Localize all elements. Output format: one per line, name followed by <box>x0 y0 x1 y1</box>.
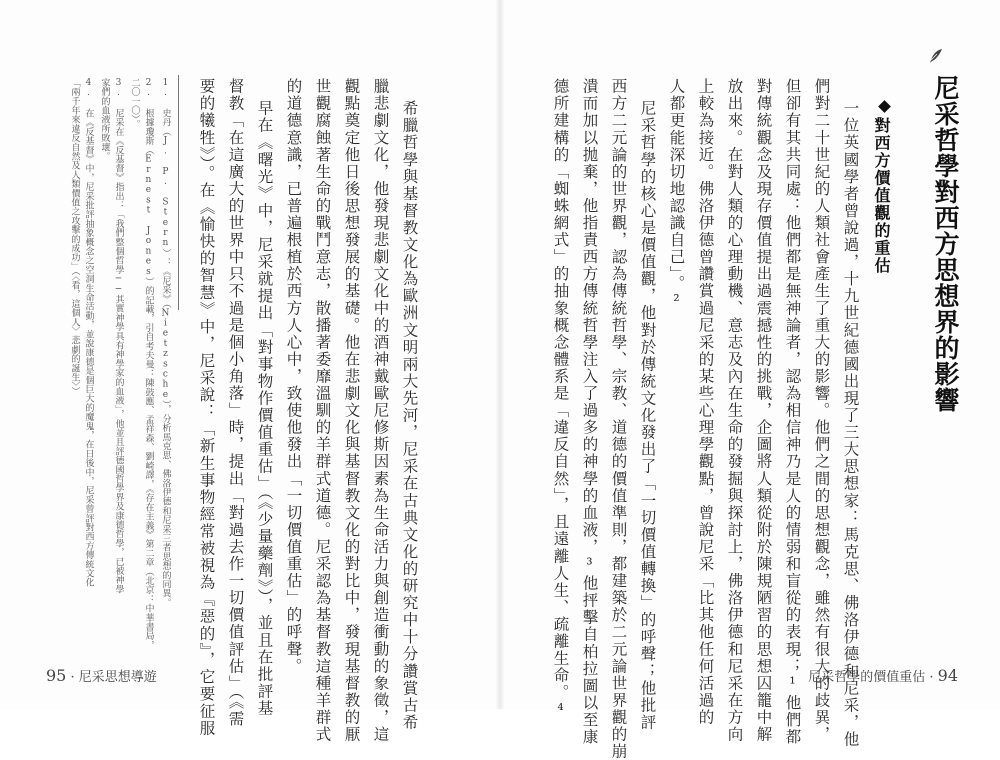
paragraph-1-line-4: 對傳統觀念及現存價值提出過震撼性的挑戰，企圖將人類從附於陳規陋習的思想囚籠中解 <box>754 78 773 743</box>
left-running-title: 尼采思想導遊 <box>78 670 157 685</box>
paragraph-1-line-5: 放出來。在對人類的心理動機、意志及內在生命的發掘與探討上，佛洛伊德和尼采在方向 <box>725 78 744 743</box>
paragraph-1-line-6: 上較為接近。佛洛伊德曾讚賞過尼采的某些心理學觀點，曾說尼采「比其他任何活過的 <box>696 78 715 726</box>
footnote-2-cont: 二〇一〇）。 <box>129 78 140 129</box>
right-page <box>500 0 1000 709</box>
left-folio <box>46 666 157 685</box>
paragraph-3-line-2: 臘悲劇文化，他發現悲劇文化中的酒神戴歐尼修斯因素為生命活力與創造衝動的象徵，這 <box>371 78 390 743</box>
right-folio-separator: · <box>929 670 934 685</box>
left-folio-separator: · <box>70 670 75 685</box>
right-page-number: 94 <box>937 666 958 685</box>
footnote-3-cont: 家們的血液所敗壞。 <box>99 78 110 161</box>
footnote-rule <box>178 75 179 310</box>
paragraph-4-line-1: 早在《曙光》中，尼采就提出「對事物作價值重估」（《少量藥劑》），並且在批評基 <box>255 100 274 717</box>
paragraph-2-line-4: 德所建構的「蜘蛛網式」的抽象概念體系是「違反自然」，且遠離人生、疏離生命。⁴ <box>551 78 570 721</box>
paragraph-1-line-2: 們對二十世紀的人類社會產生了重大的影響。他們之間的思想觀念，雖然有很大的歧異， <box>812 78 831 743</box>
quill-pen-icon <box>928 48 944 68</box>
paragraph-3-line-5: 的道德意識，已普遍根植於西方人心中，致使他發出「一切價值重估」的呼聲。 <box>284 78 303 675</box>
left-page-number: 95 <box>46 666 67 685</box>
paragraph-3-line-3: 觀點奠定他日後思想發展的基礎。他在悲劇文化與基督教文化的對比中，發現基督教的厭 <box>342 78 361 743</box>
paragraph-2-line-2: 西方二元論的世界觀，認為傳統哲學、宗教、道德的價值準則，都建築於二元論世界觀的崩 <box>609 78 628 760</box>
paragraph-2-line-3: 潰而加以拋棄，他指責西方傳統哲學注入了過多的神學的血液，³他抨擊自柏拉圖以至康 <box>580 78 599 746</box>
footnote-1: 1. 史丹（J. P. Stern）：《尼采》（Nietzsche），分析馬克思、佛洛伊德和尼采三者思想的同異。 <box>160 78 171 608</box>
right-folio <box>808 666 958 685</box>
footnote-3: 3. 尼采在《反基督》指出：「我們整個哲學──其實神學具有神學家的血液」，他並且評德國哲學界及康德哲學，已被神學 <box>113 78 124 594</box>
footnote-2: 2. 根據瓊斯（Ernest Jones）的記載，引自考夫曼：陳鼓應、孟祥森、劉崎譯，《存在主義》第二章（北京：中華書局， <box>143 78 154 650</box>
paragraph-3-line-1: 希臘哲學與基督教文化為歐洲文明兩大先河，尼采在古典文化的研究中十分讚賞古希 <box>400 100 419 731</box>
footnote-4: 4. 在《反基督》中，尼采批評抽象概念之空洞生命活動，並說康德是個巨大的魔鬼，在日後中，尼采曾評對西方傳統文化 <box>83 78 94 587</box>
paragraph-1-line-7: 人都更能深切地認識自己」。² <box>667 78 686 312</box>
section-heading: 對西方價值觀的重估 <box>872 117 891 275</box>
chapter-title: 尼采哲學對西方思想界的影響 <box>931 75 960 413</box>
paragraph-4-line-2: 督教「在這廣大的世界中只不過是個小角落」時，提出「對過去作一切價值評估」（《需 <box>226 78 245 728</box>
footnote-4-cont: 「兩千年來違反自然及人類價值之攻擊的成功」（〈看，這個人〉悲劇的誕生〉） <box>69 78 80 396</box>
right-running-title: 尼采哲學的價值重估 <box>808 670 926 685</box>
paragraph-4-line-3: 要的犧牲》）。在《愉快的智慧》中，尼采說：「新生事物經常被視為『惡的』，它要征服 <box>197 78 216 737</box>
book-gutter <box>495 0 505 709</box>
paragraph-2-line-1: 尼采哲學的核心是價值觀，他對於傳統文化發出了「一切價值轉換」的呼聲；他批評 <box>638 100 657 731</box>
paragraph-3-line-4: 世觀腐蝕著生命的戰鬥意志，散播著委靡溫馴的羊群式道德。尼采認為基督教這種羊群式 <box>313 78 332 743</box>
paragraph-1-line-1: 一位英國學者曾說過，十九世紀德國出現了三大思想家：馬克思、佛洛伊德和尼采，他 <box>841 100 860 748</box>
paragraph-1-line-3: 但卻有其共同處：他們都是無神論者，認為相信神乃是人的情弱和盲從的表現；¹他們都 <box>783 78 802 746</box>
